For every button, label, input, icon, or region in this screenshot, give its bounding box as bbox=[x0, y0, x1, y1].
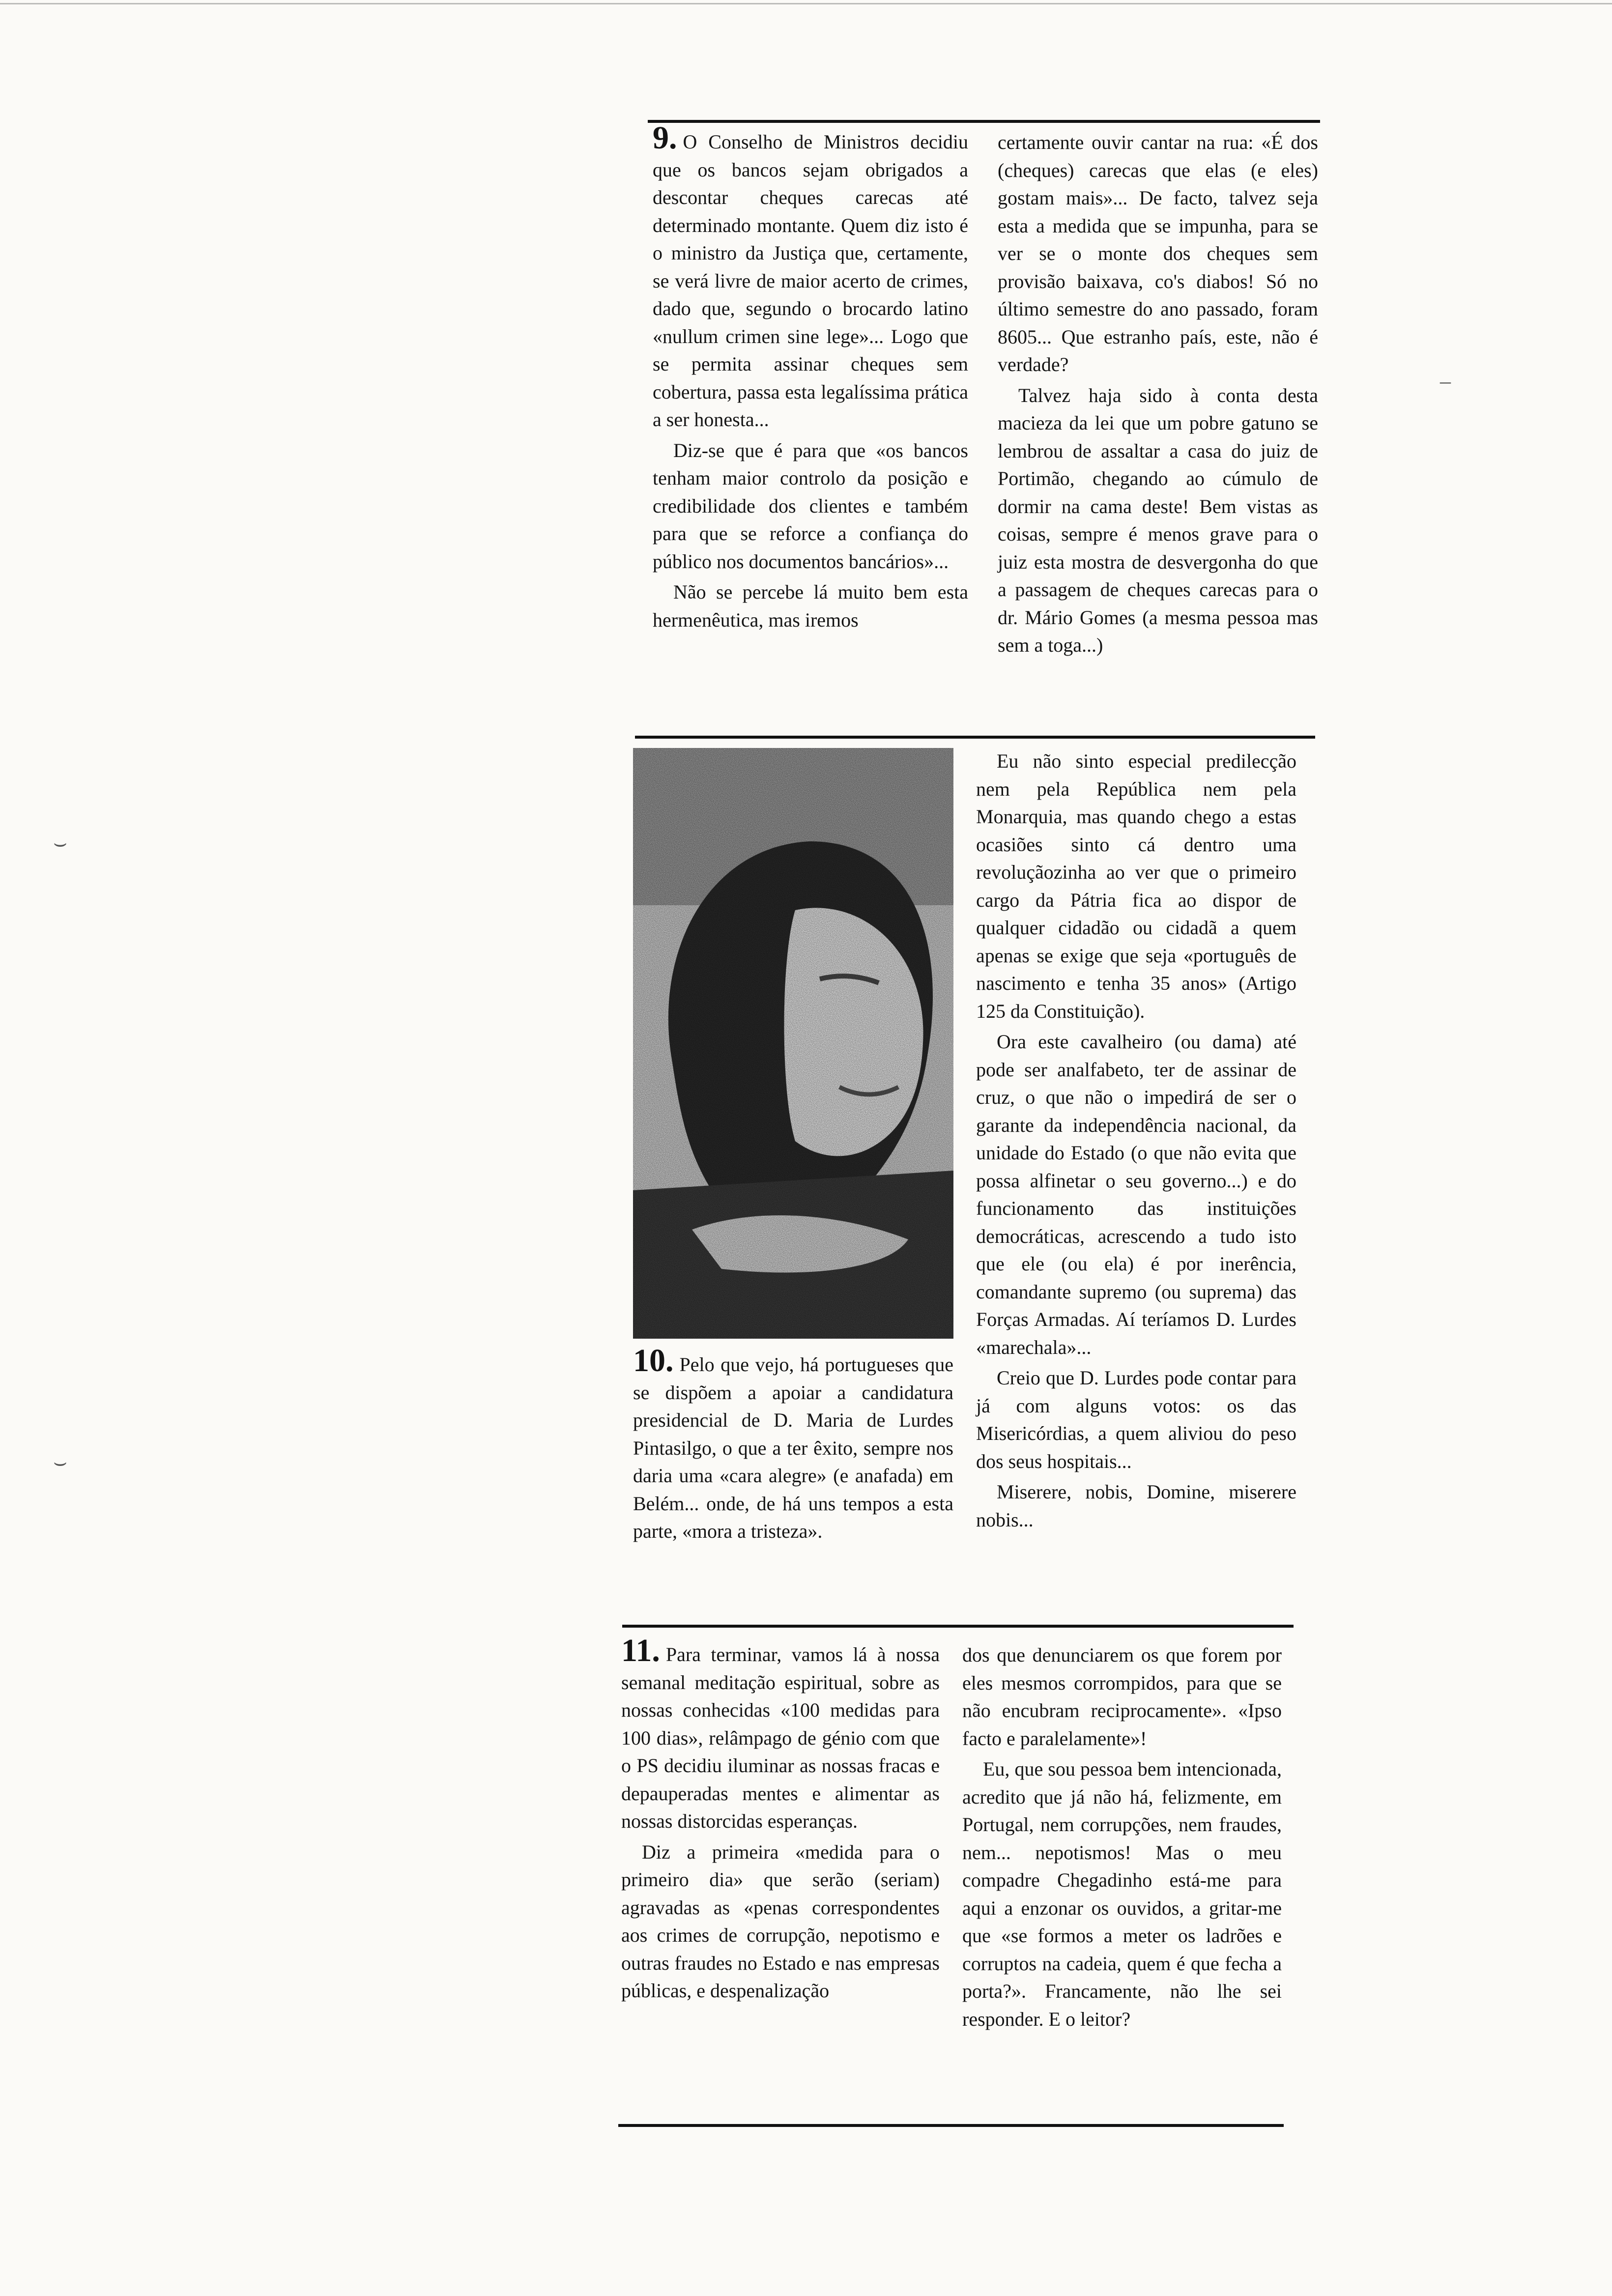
section11-left-column bbox=[621, 1633, 940, 2008]
section10-number: 10. bbox=[633, 1343, 674, 1378]
section10-right-column bbox=[976, 747, 1296, 1537]
section11-paragraph-4: Eu, que sou pessoa bem intencionada, acredito que já não há, felizmente, em Portugal, nem corrupções, nem fraudes, nem... nepotismos! Mas o meu compadre Chegadinho está-me para aqui a enzonar os ouvidos, a gritar-me que «se formos a meter os ladrões e corruptos na cadeia, quem é que fecha a porta?». Francamente, não lhe sei responder. E o leitor? bbox=[962, 1758, 1282, 2030]
section11-paragraph-2: Diz a primeira «medida para o primeiro dia» que serão (seriam) agravadas as «penas correspondentes aos crimes de corrupção, nepotismo e outras fraudes no Estado e nas empresas públicas, e despenalização bbox=[621, 1840, 940, 2002]
bottom-rule bbox=[618, 2124, 1284, 2127]
section9-paragraph-1: 9. O Conselho de Ministros decidiu que os bancos sejam obrigados a descontar cheques carecas até determinado montante. Quem diz isto é o ministro da Justiça que, certamente, se verá livre de maior acerto de crimes, dado que, segundo o brocardo latino «nullum crimen sine lege»... Logo que se permita assinar cheques sem cobertura, passa esta legalíssima prática a ser honesta... bbox=[653, 120, 968, 430]
section10-paragraph-5: Miserere, nobis, Domine, miserere nobis... bbox=[976, 1481, 1296, 1531]
scan-mark-left-2: ⌣ bbox=[53, 1450, 67, 1474]
top-rule bbox=[648, 120, 1320, 123]
section10-bottom-rule bbox=[622, 1625, 1294, 1628]
section11-paragraph-1: 11. Para terminar, vamos lá à nossa semanal meditação espiritual, sobre as nossas conhecidas «100 medidas para 100 dias», relâmpago de génio com que o PS decidiu iluminar as nossas fracas e depauperadas mentes e alimentar as nossas distorcidas esperanças. bbox=[621, 1633, 940, 1832]
scan-mark-right-1: – bbox=[1440, 369, 1451, 393]
scan-mark-left-1: ⌣ bbox=[53, 831, 67, 855]
section10-paragraph-1: 10. Pelo que vejo, há portugueses que se dispõem a apoiar a candidatura presidencial de D. Maria de Lurdes Pintasilgo, o que a ter êxito, sempre nos daria uma «cara alegre» (e anafada) em Belém... onde, de há uns tempos a esta parte, «mora a tristeza». bbox=[633, 1343, 953, 1542]
section9-number: 9. bbox=[653, 120, 677, 156]
section10-paragraph-3: Ora este cavalheiro (ou dama) até pode ser analfabeto, ter de assinar de cruz, o que não o impedirá de ser o garante da independência nacional, da unidade do Estado (o que não evita que possa alfinetar o seu governo...) e do funcionamento das instituições democráticas, acrescendo a tudo isto que ele (ou ela) é por inerência, comandante supremo (ou suprema) das Forças Armadas. Aí teríamos D. Lurdes «marechala»... bbox=[976, 1031, 1296, 1358]
section10-paragraph-2: Eu não sinto especial predilecção nem pela República nem pela Monarquia, mas quando chego a estas ocasiões sinto cá dentro uma revoluçãozinha ao ver que o primeiro cargo da Pátria fica ao dispor de qualquer cidadão ou cidadã a quem apenas se exige que seja «português de nascimento e tenha 35 anos» (Artigo 125 da Constituição). bbox=[976, 750, 1296, 1022]
section9-paragraph-4: certamente ouvir cantar na rua: «É dos (cheques) carecas que elas (e eles) gostam mais»... De facto, talvez seja esta a medida que se impunha, para se ver se o monte dos cheques sem provisão baixava, co's diabos! Só no último semestre do ano passado, foram 8605... Que estranho país, este, não é verdade? bbox=[998, 131, 1318, 375]
section11-number: 11. bbox=[621, 1633, 660, 1668]
section9-paragraph-5: Talvez haja sido à conta desta macieza da lei que um pobre gatuno se lembrou de assaltar a casa do juiz de Portimão, chegando ao cúmulo de dormir na cama deste! Bem vistas as coisas, sempre é menos grave para o juiz esta mostra de desvergonha do que a passagem de cheques carecas para o dr. Mário Gomes (a mesma pessoa mas sem a toga...) bbox=[998, 384, 1318, 656]
section9-bottom-rule bbox=[635, 736, 1315, 739]
portrait-photo bbox=[633, 748, 953, 1339]
portrait-photo-image bbox=[633, 748, 953, 1339]
scan-edge-line bbox=[0, 3, 1612, 4]
section9-paragraph-3: Não se percebe lá muito bem esta hermenêutica, mas iremos bbox=[653, 581, 968, 631]
section9-left-column bbox=[653, 120, 968, 637]
section10-paragraph-4: Creio que D. Lurdes pode contar para já com alguns votos: os das Misericórdias, a quem aliviou do peso dos seus hospitais... bbox=[976, 1367, 1296, 1472]
section9-right-column bbox=[998, 129, 1318, 662]
section11-paragraph-3: dos que denunciarem os que forem por eles mesmos corrompidos, para que se não encubram reciprocamente». «Ipso facto e paralelamente»! bbox=[962, 1644, 1282, 1750]
section11-right-column bbox=[962, 1641, 1282, 2036]
section10-left-column bbox=[633, 1343, 953, 1549]
section9-paragraph-2: Diz-se que é para que «os bancos tenham maior controlo da posição e credibilidade dos clientes e também para que se reforce a confiança do público nos documentos bancários»... bbox=[653, 439, 968, 573]
